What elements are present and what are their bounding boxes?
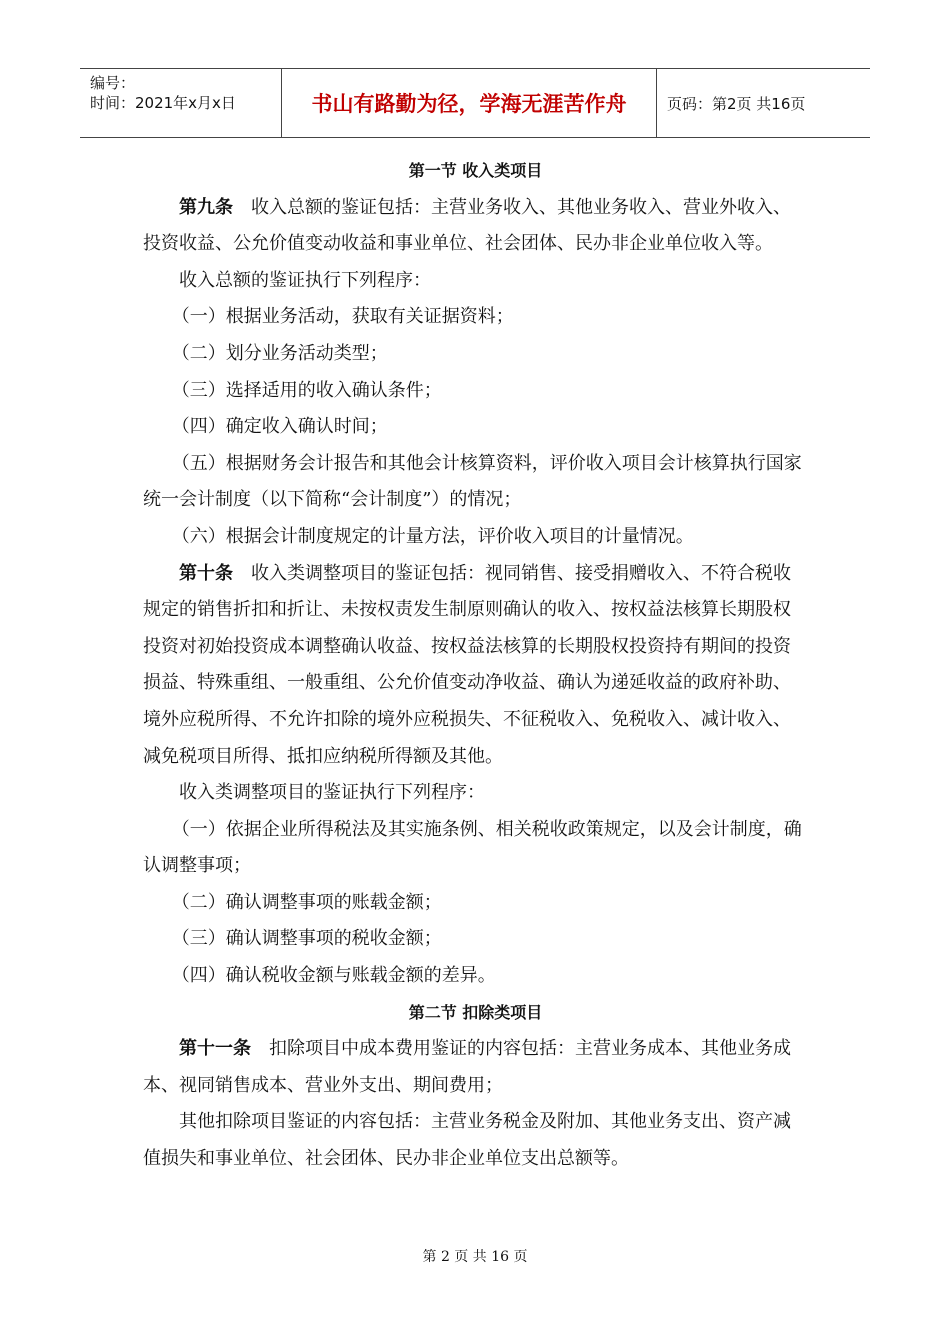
- article-10-item-3: （三）确认调整事项的税收金额；: [171, 928, 442, 950]
- article-11: [143, 1031, 808, 1104]
- article-9-item-3: （三）选择适用的收入确认条件；: [171, 379, 442, 401]
- article-10: [143, 556, 808, 776]
- article-10-title: 第十条: [179, 562, 233, 584]
- article-9-text: 收入总额的鉴证包括：主营业务收入、其他业务收入、营业外收入、投资收益、公允价值变动收益和事业单位、社会团体、民办非企业单位收入等。: [143, 196, 791, 255]
- header-motto: 书山有路勤为径，学海无涯苦作舟: [282, 69, 657, 137]
- article-10-text: 收入类调整项目的鉴证包括：视同销售、接受捐赠收入、不符合税收规定的销售折扣和折让、未按权责发生制原则确认的收入、按权益法核算长期股权投资对初始投资成本调整确认收益、按权益法核算的长期股权投资持有期间的投资损益、特殊重组、一般重组、公允价值变动净收益、确认为递延收益的政府补助、境外应税所得、不允许扣除的境外应税损失、不征税收入、免税收入、减计收入、减免税项目所得、抵扣应纳税所得额及其他。: [143, 562, 791, 767]
- article-9-item-4: （四）确定收入确认时间；: [171, 416, 388, 438]
- article-9-item-5: （五）根据财务会计报告和其他会计核算资料，评价收入项目会计核算执行国家统一会计制度（以下简称“会计制度”）的情况；: [143, 452, 802, 511]
- article-11-title: 第十一条: [179, 1038, 251, 1060]
- article-9-procedure-intro: 收入总额的鉴证执行下列程序：: [179, 269, 431, 291]
- document-body: [143, 153, 808, 1178]
- document-number-label: 编号：: [90, 74, 136, 92]
- article-10-item-1: （一）依据企业所得税法及其实施条例、相关税收政策规定，以及会计制度，确认调整事项；: [143, 818, 802, 877]
- article-10-item-2: （二）确认调整事项的账载金额；: [171, 891, 442, 913]
- header-page-info: 页码：第2页 共16页: [667, 94, 806, 113]
- section-title-2: 第二节 扣除类项目: [408, 1002, 543, 1022]
- document-date: 时间：2021年x月x日: [90, 94, 236, 112]
- section-title-1: 第一节 收入类项目: [408, 161, 543, 180]
- header-meta: [80, 69, 282, 137]
- article-10-item-4: （四）确认税收金额与账载金额的差异。: [171, 965, 496, 987]
- article-10-procedure-intro: 收入类调整项目的鉴证执行下列程序：: [179, 782, 485, 804]
- article-11-other-items: 其他扣除项目鉴证的内容包括：主营业务税金及附加、其他业务支出、资产减值损失和事业单位、社会团体、民办非企业单位支出总额等。: [143, 1111, 791, 1170]
- article-9-item-6: （六）根据会计制度规定的计量方法，评价收入项目的计量情况。: [171, 525, 694, 547]
- article-9: [143, 190, 808, 263]
- article-9-item-2: （二）划分业务活动类型；: [171, 342, 388, 364]
- article-9-title: 第九条: [179, 196, 233, 218]
- article-11-text: 扣除项目中成本费用鉴证的内容包括：主营业务成本、其他业务成本、视同销售成本、营业外支出、期间费用；: [143, 1038, 791, 1096]
- page-header: [80, 68, 870, 138]
- page-footer: 第 2 页 共 16 页: [422, 1249, 528, 1265]
- article-9-item-1: （一）根据业务活动，获取有关证据资料；: [171, 306, 514, 328]
